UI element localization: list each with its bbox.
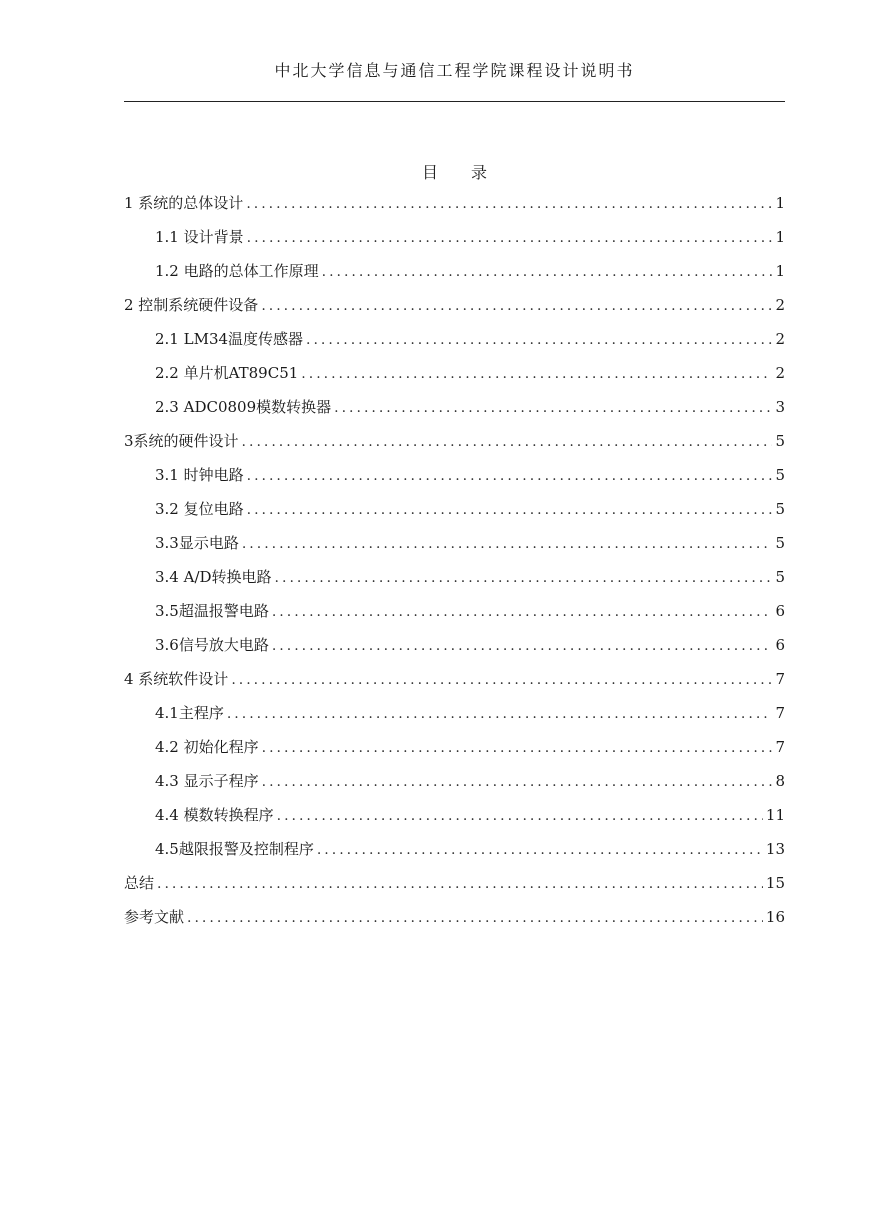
- toc-entry-label: 2.3 ADC0809模数转换器: [155, 398, 332, 416]
- toc-dot-leader: [301, 361, 772, 387]
- toc-entry[interactable]: [124, 530, 785, 564]
- toc-dot-leader: [227, 701, 773, 727]
- toc-entry-page: 16: [765, 908, 785, 926]
- toc-entry-page: 8: [775, 772, 785, 790]
- toc-dot-leader: [247, 497, 773, 523]
- toc-entry-page: 5: [775, 500, 785, 518]
- toc-entry-label: 4 系统软件设计: [124, 670, 229, 688]
- toc-entry-label: 4.2 初始化程序: [155, 738, 259, 756]
- toc-entry-page: 2: [775, 330, 785, 348]
- toc-entry[interactable]: [124, 360, 785, 394]
- toc-entry[interactable]: [124, 632, 785, 666]
- toc-entry-label: 1.2 电路的总体工作原理: [155, 262, 319, 280]
- toc-entry-label: 2.1 LM34温度传感器: [155, 330, 304, 348]
- toc-entry-page: 1: [775, 262, 785, 280]
- table-of-contents: [124, 190, 785, 938]
- toc-entry-label: 4.4 模数转换程序: [155, 806, 274, 824]
- toc-entry-page: 7: [775, 670, 785, 688]
- toc-entry-label: 2.2 单片机AT89C51: [155, 364, 299, 382]
- toc-dot-leader: [242, 531, 773, 557]
- toc-entry-label: 参考文献: [124, 908, 185, 926]
- toc-entry[interactable]: [124, 564, 785, 598]
- toc-entry-page: 11: [765, 806, 785, 824]
- toc-entry-label: 总结: [124, 874, 155, 892]
- toc-entry[interactable]: [124, 666, 785, 700]
- toc-entry-label: 4.3 显示子程序: [155, 772, 259, 790]
- toc-entry[interactable]: [124, 428, 785, 462]
- toc-entry[interactable]: [124, 904, 785, 938]
- toc-entry-label: 3系统的硬件设计: [124, 432, 239, 450]
- toc-entry-label: 4.5越限报警及控制程序: [155, 840, 314, 858]
- toc-entry[interactable]: [124, 258, 785, 292]
- toc-dot-leader: [246, 191, 772, 217]
- toc-dot-leader: [272, 633, 773, 659]
- toc-entry[interactable]: [124, 768, 785, 802]
- toc-dot-leader: [262, 769, 773, 795]
- toc-dot-leader: [261, 293, 772, 319]
- toc-entry[interactable]: [124, 802, 785, 836]
- toc-entry[interactable]: [124, 734, 785, 768]
- toc-dot-leader: [275, 565, 773, 591]
- toc-entry-label: 2 控制系统硬件设备: [124, 296, 259, 314]
- toc-dot-leader: [247, 225, 773, 251]
- toc-dot-leader: [322, 259, 773, 285]
- toc-dot-leader: [277, 803, 763, 829]
- toc-entry-page: 2: [775, 364, 785, 382]
- toc-entry[interactable]: [124, 394, 785, 428]
- toc-entry-label: 3.2 复位电路: [155, 500, 244, 518]
- toc-entry-page: 5: [775, 568, 785, 586]
- toc-entry-page: 1: [775, 228, 785, 246]
- toc-dot-leader: [247, 463, 773, 489]
- toc-entry-page: 5: [775, 466, 785, 484]
- toc-entry-page: 5: [775, 432, 785, 450]
- toc-entry-page: 1: [775, 194, 785, 212]
- toc-entry-page: 6: [775, 636, 785, 654]
- toc-entry-label: 3.3显示电路: [155, 534, 239, 552]
- toc-entry[interactable]: [124, 326, 785, 360]
- toc-entry-page: 7: [775, 738, 785, 756]
- toc-entry[interactable]: [124, 496, 785, 530]
- toc-dot-leader: [262, 735, 773, 761]
- toc-dot-leader: [317, 837, 763, 863]
- toc-entry-page: 3: [775, 398, 785, 416]
- toc-entry[interactable]: [124, 700, 785, 734]
- page-header: 中北大学信息与通信工程学院课程设计说明书: [274, 61, 635, 80]
- toc-entry-label: 4.1主程序: [155, 704, 224, 722]
- toc-entry[interactable]: [124, 224, 785, 258]
- toc-entry[interactable]: [124, 836, 785, 870]
- toc-dot-leader: [306, 327, 772, 353]
- toc-dot-leader: [242, 429, 773, 455]
- toc-entry-label: 1.1 设计背景: [155, 228, 244, 246]
- toc-entry[interactable]: [124, 292, 785, 326]
- toc-entry-label: 3.5超温报警电路: [155, 602, 269, 620]
- toc-title: 目 录: [421, 163, 502, 182]
- toc-entry-label: 3.1 时钟电路: [155, 466, 244, 484]
- toc-dot-leader: [187, 905, 763, 931]
- toc-entry[interactable]: [124, 462, 785, 496]
- toc-entry-page: 13: [765, 840, 785, 858]
- toc-dot-leader: [231, 667, 772, 693]
- toc-entry-page: 7: [775, 704, 785, 722]
- toc-entry-page: 5: [775, 534, 785, 552]
- toc-dot-leader: [334, 395, 772, 421]
- toc-entry[interactable]: [124, 870, 785, 904]
- toc-entry[interactable]: [124, 598, 785, 632]
- toc-entry-label: 3.6信号放大电路: [155, 636, 269, 654]
- toc-dot-leader: [272, 599, 773, 625]
- header-divider: [124, 101, 785, 102]
- toc-entry-page: 2: [775, 296, 785, 314]
- toc-entry-label: 1 系统的总体设计: [124, 194, 244, 212]
- toc-entry-page: 15: [765, 874, 785, 892]
- toc-entry-label: 3.4 A/D转换电路: [155, 568, 272, 586]
- toc-entry[interactable]: [124, 190, 785, 224]
- toc-entry-page: 6: [775, 602, 785, 620]
- toc-dot-leader: [157, 871, 763, 897]
